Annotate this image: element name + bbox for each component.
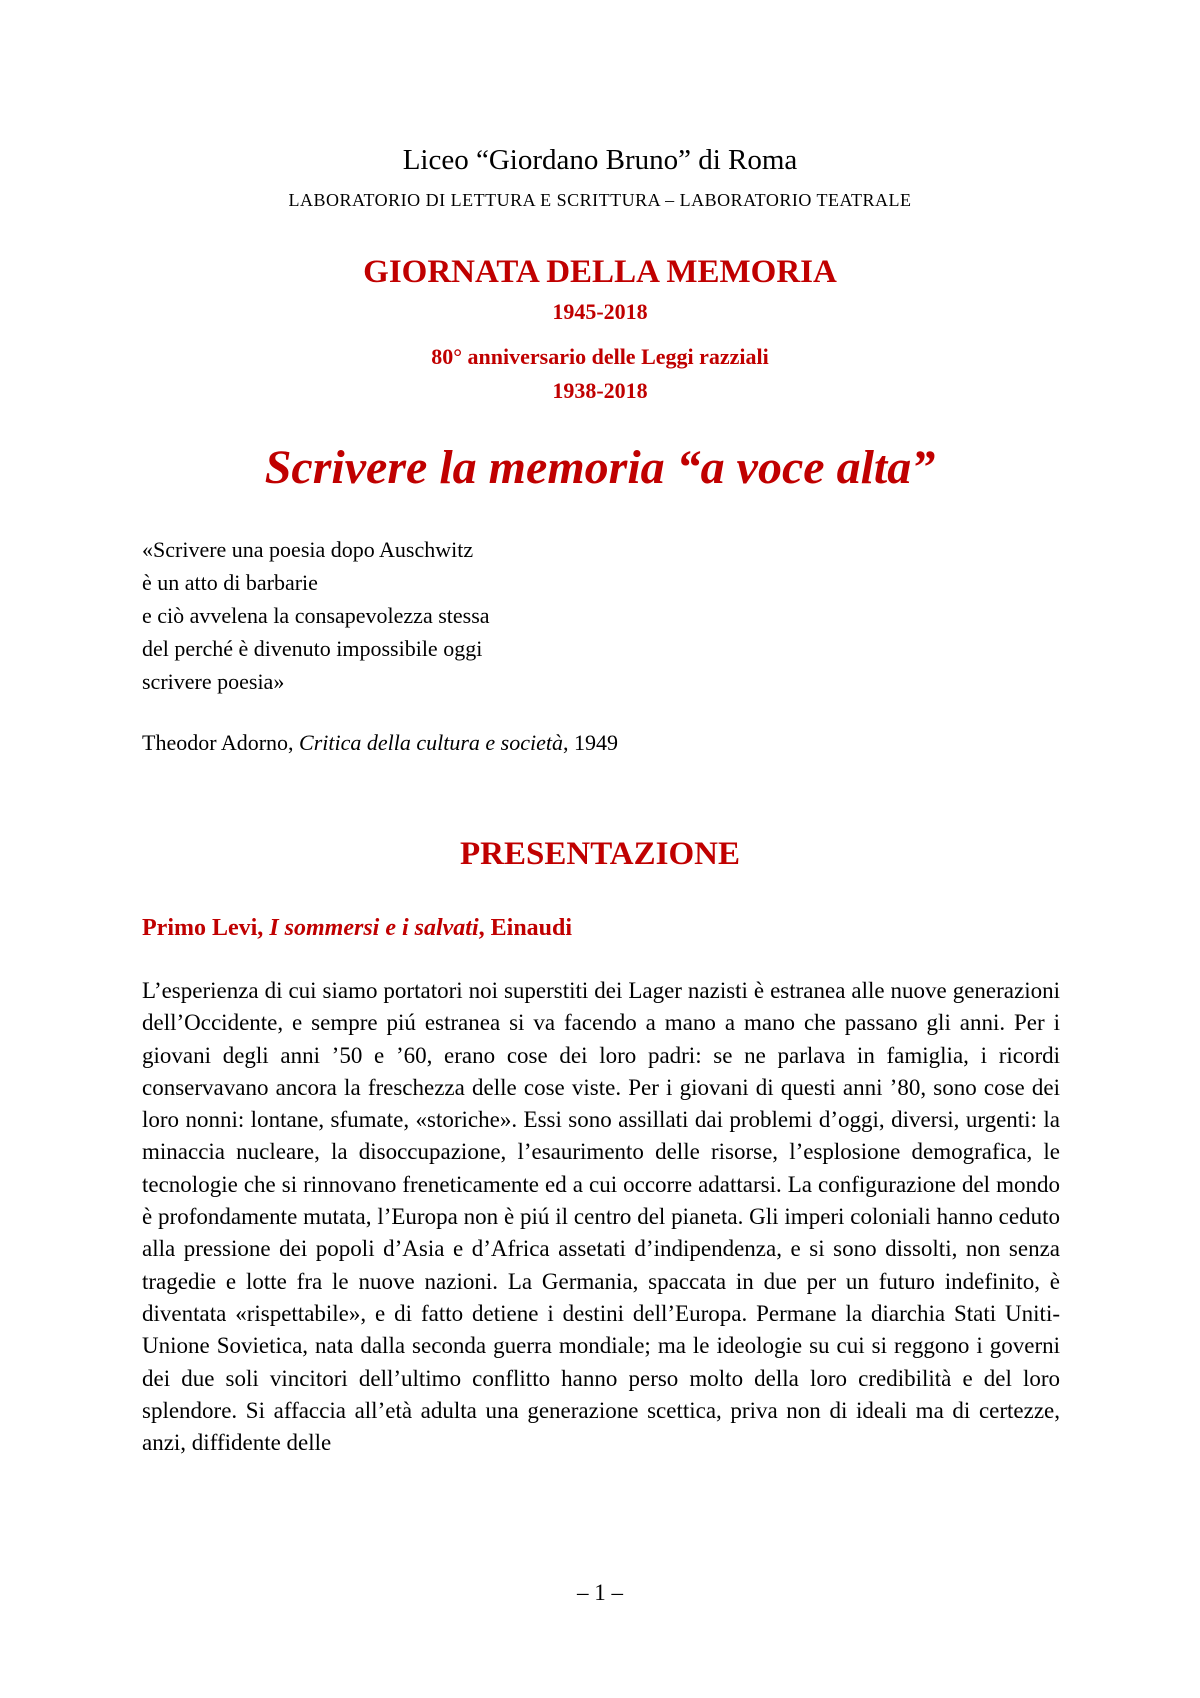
source-publisher: , Einaudi bbox=[478, 915, 573, 941]
epigraph-year: , 1949 bbox=[563, 730, 618, 755]
epigraph-author: Theodor Adorno, bbox=[142, 730, 300, 755]
document-title: Scrivere la memoria “a voce alta” bbox=[264, 441, 936, 494]
page-number: – 1 – bbox=[577, 1580, 623, 1605]
epigraph-line: e ciò avvelena la consapevolezza stessa bbox=[142, 603, 490, 628]
body-paragraph: L’esperienza di cui siamo portatori noi superstiti dei Lager nazisti è estranea alle nuove generazioni dell’Occidente, e sempre piú estranea si va facendo a mano a mano che passano gli anni. Per i giovani degli anni ’50 e ’60, erano cose dei loro padri: se ne parlava in famiglia, i ricordi conservavano ancora la freschezza delle cose viste. Per i giovani di questi anni ’80, sono cose dei loro nonni: lontane, sfumate, «storiche». Essi sono assillati dai problemi d’oggi, diversi, urgenti: la minaccia nucleare, la disoccupazione, l’esaurimento delle risorse, l’esplosione demografica, le tecnologie che si rinnovano freneticamente ed a cui occorre adattarsi. La configurazione del mondo è profondamente mutata, l’Europa non è piú il centro del pianeta. Gli imperi coloniali hanno ceduto alla pressione dei popoli d’Asia e d’Africa assetati d’indipendenza, e si sono dissolti, non senza tragedie e lotte fra le nuove nazioni. La Germania, spaccata in due per un futuro indefinito, è diventata «rispettabile», e di fatto detiene i destini dell’Europa. Permane la diarchia Stati Uniti-Unione Sovietica, nata dalla seconda guerra mondiale; ma le ideologie su cui si reggono i governi dei due soli vincitori dell’ultimo conflitto hanno perso molto della loro credibilità e del loro splendore. Si affaccia all’età adulta una generazione scettica, priva non di ideali ma di certezze, anzi, diffidente delle bbox=[142, 978, 1060, 1456]
event-name: GIORNATA DELLA MEMORIA bbox=[363, 254, 837, 290]
section-title: PRESENTAZIONE bbox=[460, 836, 740, 872]
anniversary-years: 1938-2018 bbox=[552, 378, 648, 403]
laboratories-subtitle: LABORATORIO DI LETTURA E SCRITTURA – LABORATORIO TEATRALE bbox=[288, 190, 912, 210]
epigraph-work: Critica della cultura e società bbox=[299, 730, 563, 755]
source-citation bbox=[142, 915, 572, 942]
anniversary-line: 80° anniversario delle Leggi razziali bbox=[431, 344, 769, 369]
event-years: 1945-2018 bbox=[552, 299, 648, 324]
source-author: Primo Levi, bbox=[142, 915, 270, 941]
epigraph-attribution bbox=[142, 730, 618, 756]
school-name: Liceo “Giordano Bruno” di Roma bbox=[402, 144, 798, 176]
epigraph-line: è un atto di barbarie bbox=[142, 570, 318, 595]
epigraph-line: «Scrivere una poesia dopo Auschwitz bbox=[142, 537, 474, 562]
epigraph bbox=[142, 533, 490, 698]
epigraph-line: del perché è divenuto impossibile oggi bbox=[142, 636, 483, 661]
epigraph-line: scrivere poesia» bbox=[142, 669, 285, 694]
source-book: I sommersi e i salvati bbox=[269, 915, 479, 941]
